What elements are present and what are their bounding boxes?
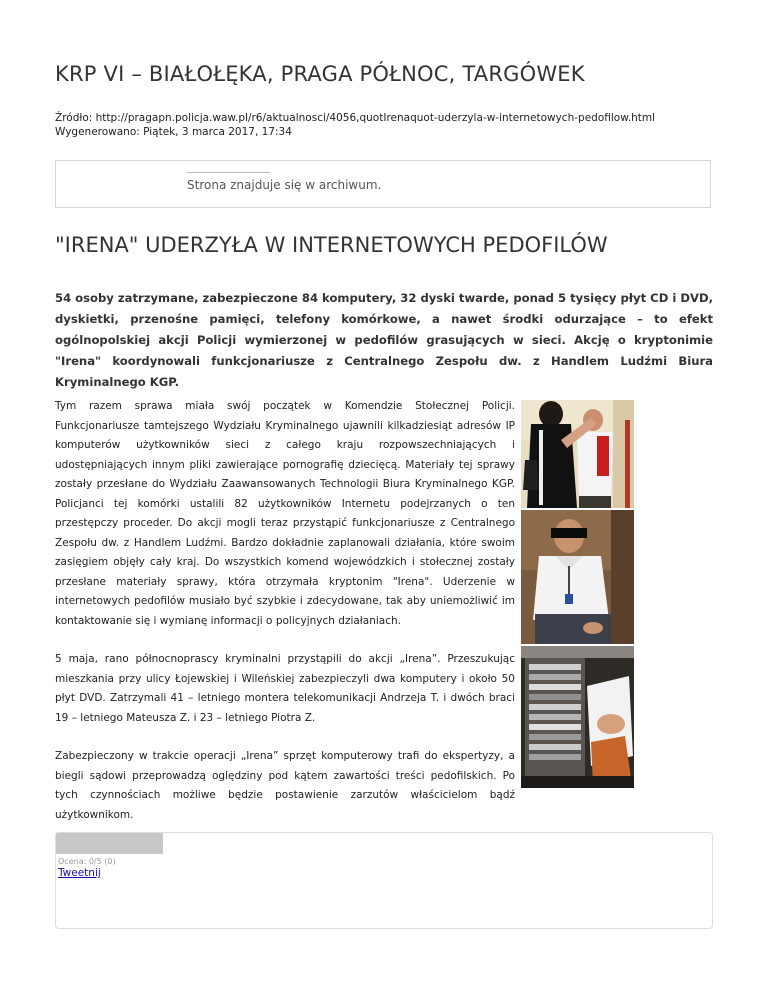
divider	[187, 172, 270, 173]
article-paragraph: Zabezpieczony w trakcie operacji „Irena” sprzęt komputerowy trafi do ekspertyzy, a biegli sądowi przeprowadzą oględziny pod kątem zawartości treści pedofilskich. Po tych czynnościach możliwe będzie postawienie zarzutów właścicielom bądź użytkownikom.	[55, 750, 515, 821]
article-lead: 54 osoby zatrzymane, zabezpieczone 84 komputery, 32 dyski twarde, ponad 5 tysięcy płyt CD i DVD, dyskietki, przenośne pamięci, telefony komórkowe, a nawet środki odurzające – to efekt ogólnopolskiej akcji Policji wymierzonej w pedofilów grasujących w sieci. Akcję o kryptonimie "Irena" koordynowali funkcjonariusze z Centralnego Zespołu dw. z Handlem Ludźmi Biura Kryminalnego KGP.	[55, 291, 713, 389]
article-paragraph: Tym razem sprawa miała swój początek w Komendzie Stołecznej Policji. Funkcjonariusze tamtejszego Wydziału Kryminalnego ujawnili kilkadziesiąt adresów IP komputerów użytkowników sieci z całego kraju rozpowszechniających i udostępniających innym pliki zawierające pornografię dziecięcą. Materiały tej sprawy zostały przesłane do Wydziału Zaawansowanych Technologii Biura Kryminalnego KGP. Policjanci tej komórki ustalili 82 użytkowników Internetu podejrzanych o ten przestępczy proceder. Do akcji mogli teraz przystąpić funkcjonariusze z Centralnego Zespołu dw. z Handlem Ludźmi. Bardzo dokładnie zaplanowali działania, które swoim zasięgiem objęły cały kraj. Do wszystkich komend wojewódzkich i stołecznej zostały przesłane materiały sprawy, która otrzymała kryptonim "Irena". Uderzenie w internetowych pedofilów musiało być szybkie i zdecydowane, tak aby uniemożliwić im kontaktowanie się i wymianę informacji o policyjnych działaniach.	[55, 400, 515, 627]
rating-stars-widget[interactable]	[56, 833, 163, 854]
seized-equipment-photo[interactable]	[521, 646, 634, 788]
article-title: "IRENA" UDERZYŁA W INTERNETOWYCH PEDOFILÓW	[55, 233, 608, 257]
rating-box	[55, 832, 713, 929]
tweet-link[interactable]: Tweetnij	[58, 867, 101, 879]
source-url: Źródło: http://pragapn.policja.waw.pl/r6/aktualnosci/4056,quotIrenaquot-uderzyla-w-internetowych-pedofilow.html	[55, 112, 656, 124]
site-title: KRP VI – BIAŁOŁĘKA, PRAGA PÓŁNOC, TARGÓWEK	[55, 62, 585, 86]
archive-notice: Strona znajduje się w archiwum.	[187, 178, 382, 192]
article-paragraph: 5 maja, rano północnoprascy kryminalni przystąpili do akcji „Irena”. Przeszukując mieszkania przy ulicy Łojewskiej i Wileńskiej zabezpieczyli dwa komputery i około 50 płyt DVD. Zatrzymali 41 – letniego montera telekomunikacji Andrzeja T. i dwóch braci 19 – letniego Mateusza Z. i 23 – letniego Piotra Z.	[55, 653, 515, 724]
arrest-photo[interactable]	[521, 400, 634, 508]
rating-score: Ocena: 0/5 (0)	[58, 857, 116, 866]
generated-date: Wygenerowano: Piątek, 3 marca 2017, 17:34	[55, 126, 292, 138]
article-body	[55, 397, 515, 883]
document-meta	[55, 111, 655, 139]
suspect-photo[interactable]	[521, 510, 634, 644]
archive-notice-box	[55, 160, 711, 208]
